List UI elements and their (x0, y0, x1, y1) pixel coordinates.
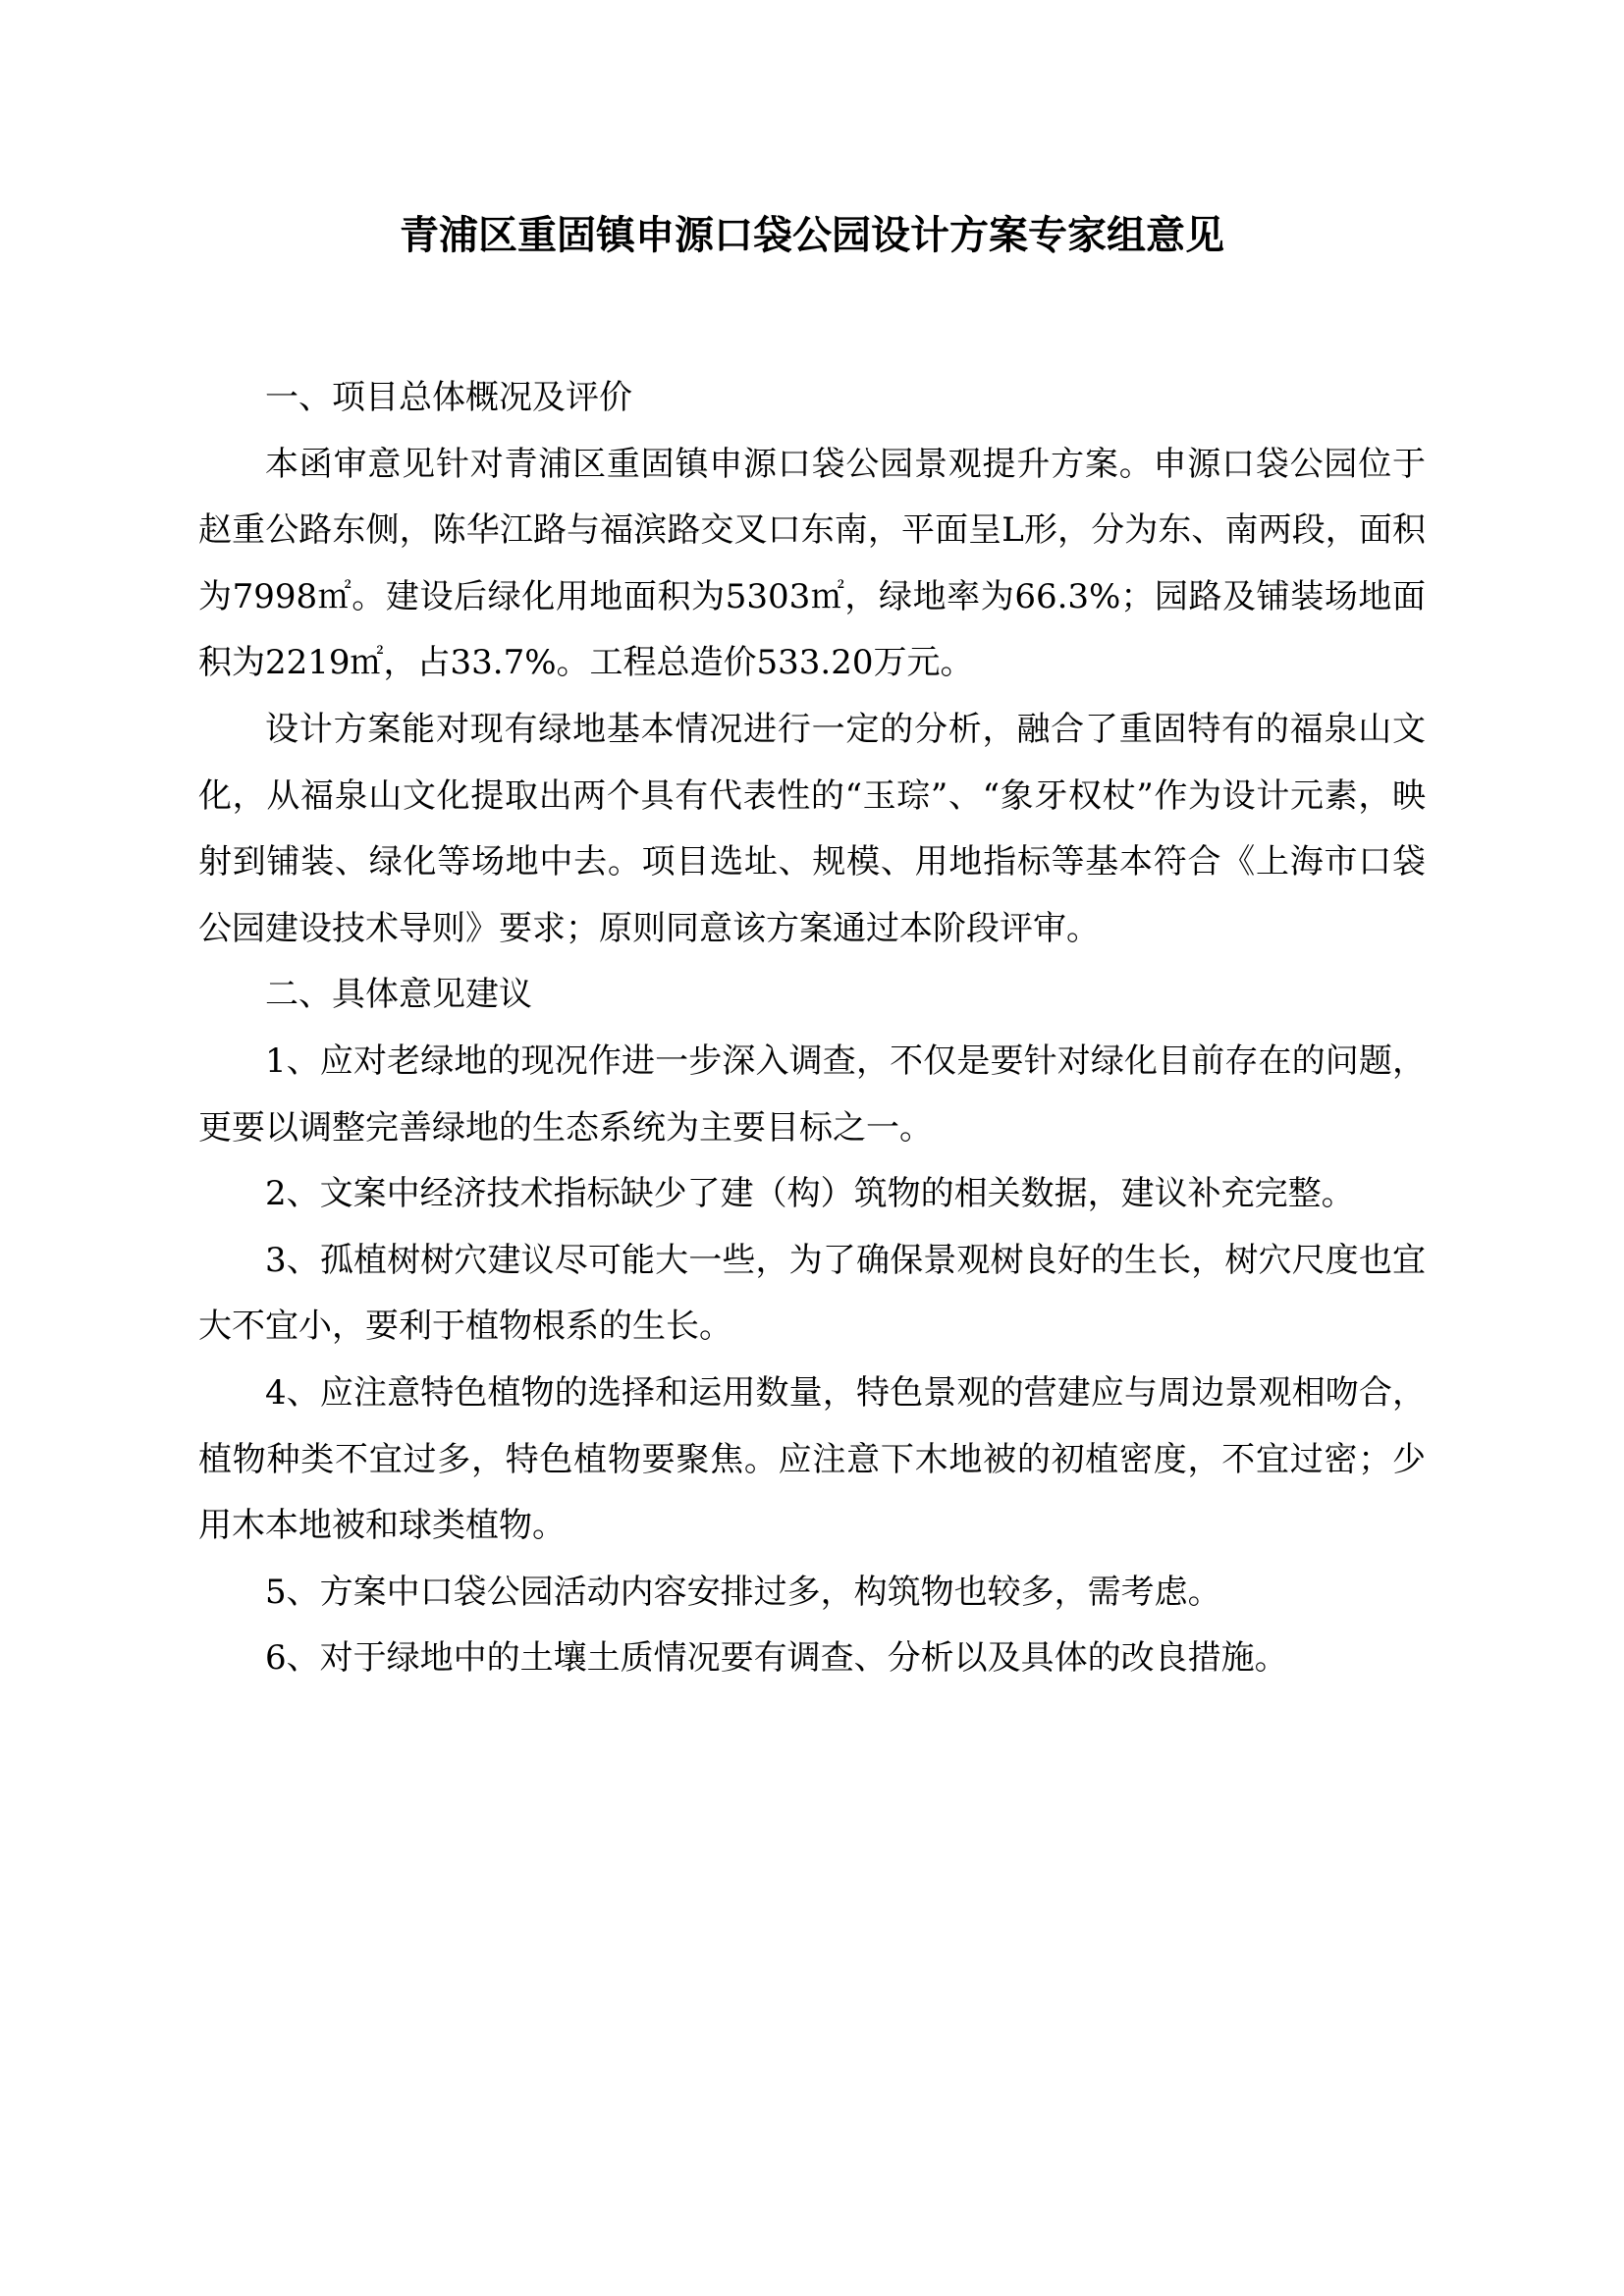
suggestion-item-1: 1、应对老绿地的现况作进一步深入调查，不仅是要针对绿化目前存在的问题，更要以调整完善绿地的生态系统为主要目标之一。 (198, 1041, 1426, 1148)
document-title: 青浦区重固镇申源口袋公园设计方案专家组意见 (400, 213, 1224, 258)
suggestion-item-5: 5、方案中口袋公园活动内容安排过多，构筑物也较多，需考虑。 (265, 1572, 1221, 1612)
suggestion-item-2: 2、文案中经济技术指标缺少了建（构）筑物的相关数据，建议补充完整。 (265, 1174, 1355, 1214)
section-heading-overview: 一、项目总体概况及评价 (265, 378, 632, 417)
paragraph-project-summary: 本函审意见针对青浦区重固镇申源口袋公园景观提升方案。申源口袋公园位于赵重公路东侧，陈华江路与福滨路交叉口东南，平面呈L形，分为东、南两段，面积为7998㎡。建设后绿化用地面积为5303㎡，绿地率为66.3%；园路及铺装场地面积为2219㎡，占33.7%。工程总造价533.20万元。 (198, 444, 1426, 683)
document-body (198, 365, 1426, 1692)
suggestion-item-3: 3、孤植树树穴建议尽可能大一些，为了确保景观树良好的生长，树穴尺度也宜大不宜小，要利于植物根系的生长。 (198, 1240, 1426, 1347)
suggestion-item-4: 4、应注意特色植物的选择和运用数量，特色景观的营建应与周边景观相吻合，植物种类不宜过多，特色植物要聚焦。应注意下木地被的初植密度，不宜过密；少用木本地被和球类植物。 (198, 1372, 1426, 1546)
section-heading-suggestions: 二、具体意见建议 (265, 975, 532, 1015)
suggestion-item-6: 6、对于绿地中的土壤土质情况要有调查、分析以及具体的改良措施。 (265, 1638, 1288, 1679)
paragraph-design-evaluation: 设计方案能对现有绿地基本情况进行一定的分析，融合了重固特有的福泉山文化，从福泉山文化提取出两个具有代表性的“玉琮”、“象牙权杖”作为设计元素，映射到铺装、绿化等场地中去。项目选址、规模、用地指标等基本符合《上海市口袋公园建设技术导则》要求；原则同意该方案通过本阶段评审。 (198, 709, 1426, 948)
